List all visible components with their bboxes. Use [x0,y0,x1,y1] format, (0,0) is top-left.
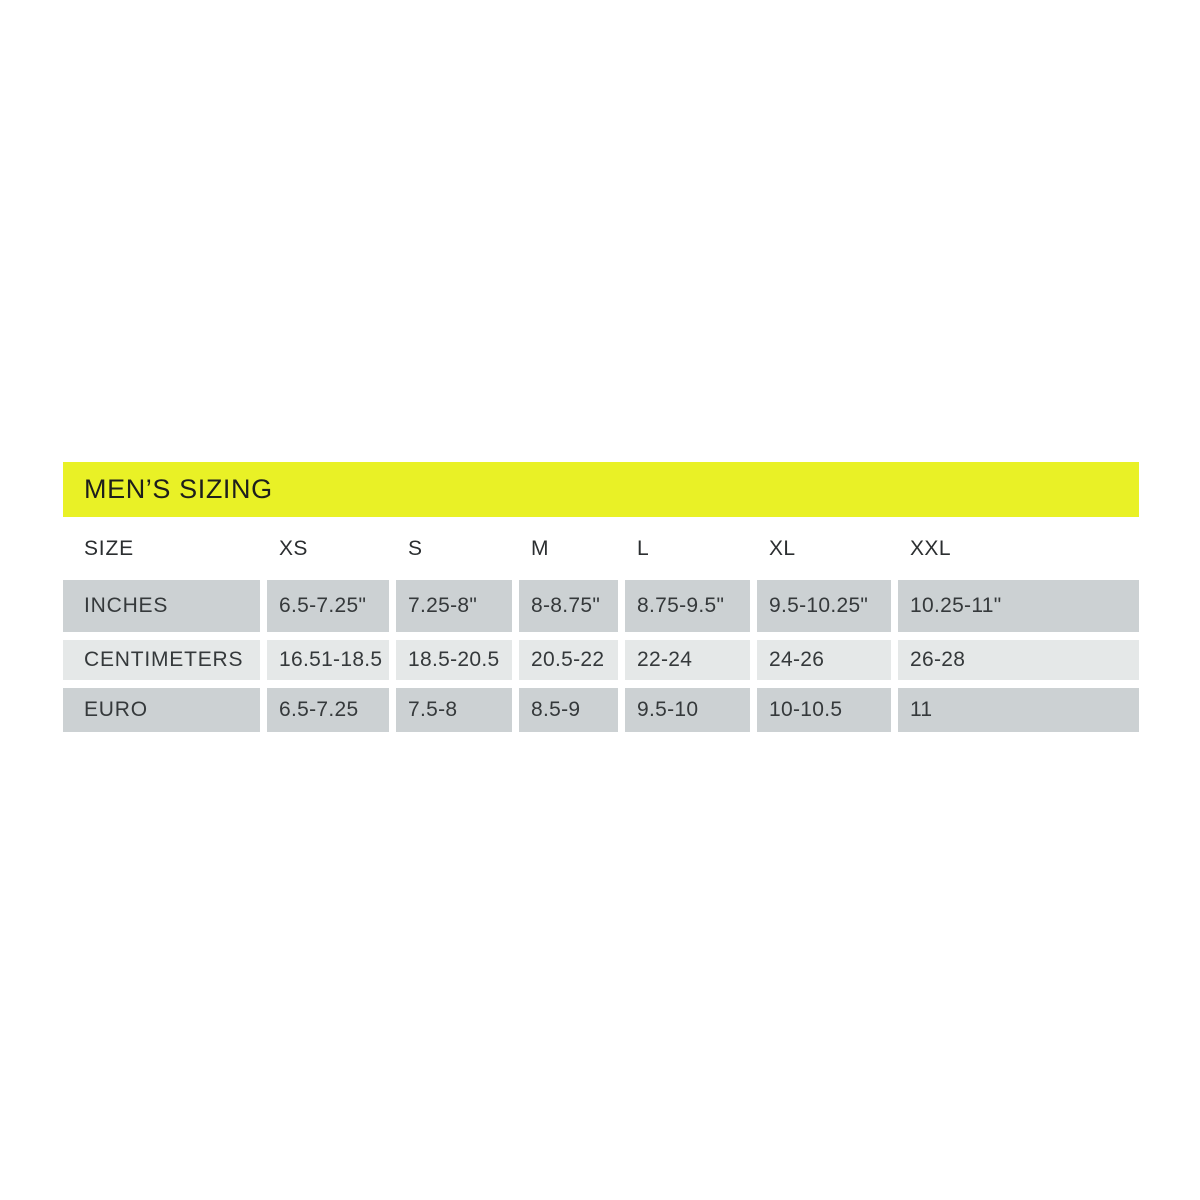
cell-euro-s: 7.5-8 [396,688,512,732]
cell-centimeters-m: 20.5-22 [519,640,618,680]
column-header-m: M [531,536,549,560]
cell-centimeters-s: 18.5-20.5 [396,640,512,680]
cell-euro-m: 8.5-9 [519,688,618,732]
row-label-euro: EURO [63,688,260,732]
cell-inches-xs: 6.5-7.25" [267,580,389,632]
column-header-s: S [408,536,423,560]
row-label-centimeters: CENTIMETERS [63,640,260,680]
cell-euro-xs: 6.5-7.25 [267,688,389,732]
cell-inches-xl: 9.5-10.25" [757,580,891,632]
cell-euro-xl: 10-10.5 [757,688,891,732]
column-header-row [63,517,1139,580]
column-header-xs: XS [279,536,308,560]
column-header-l: L [637,536,650,560]
cell-centimeters-xl: 24-26 [757,640,891,680]
table-row-centimeters [63,640,1139,680]
column-header-xxl: XXL [910,536,951,560]
row-label-inches: INCHES [63,580,260,632]
column-header-size: SIZE [84,536,134,560]
cell-euro-l: 9.5-10 [625,688,750,732]
cell-inches-xxl: 10.25-11" [898,580,1139,632]
cell-euro-xxl: 11 [898,688,1139,732]
column-header-xl: XL [769,536,796,560]
mens-sizing-chart [63,462,1139,740]
cell-centimeters-l: 22-24 [625,640,750,680]
cell-centimeters-xxl: 26-28 [898,640,1139,680]
cell-inches-s: 7.25-8" [396,580,512,632]
chart-title: MEN’S SIZING [84,474,273,504]
cell-inches-l: 8.75-9.5" [625,580,750,632]
cell-inches-m: 8-8.75" [519,580,618,632]
table-row-euro [63,688,1139,732]
chart-title-bar [63,462,1139,517]
table-row-inches [63,580,1139,632]
cell-centimeters-xs: 16.51-18.5 [267,640,389,680]
